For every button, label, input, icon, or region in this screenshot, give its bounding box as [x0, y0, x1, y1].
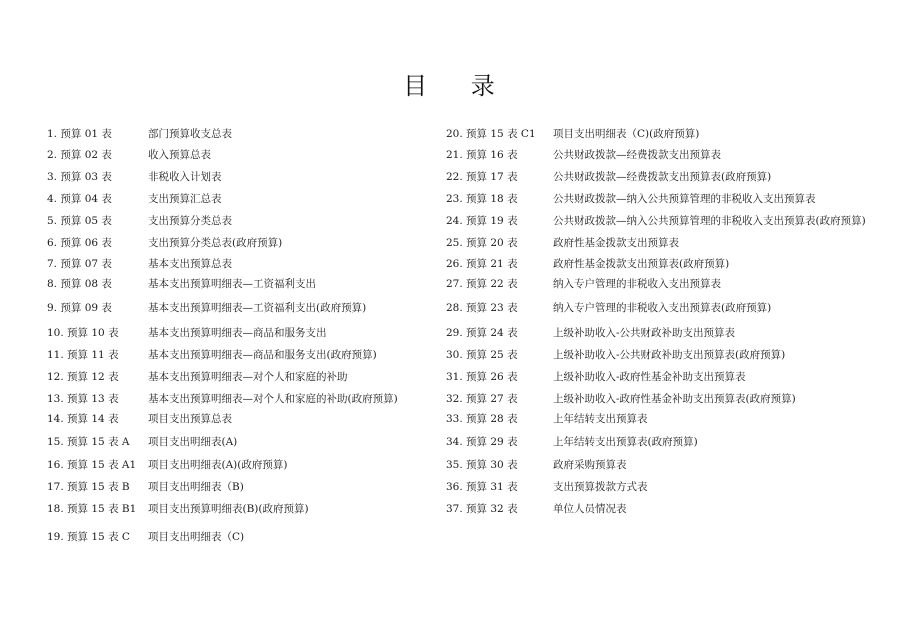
- toc-item-code: 16. 预算 15 表 A1: [47, 459, 137, 471]
- toc-item-code: 12. 预算 12 表: [47, 371, 119, 383]
- toc-item-code: 14. 预算 14 表: [47, 413, 119, 425]
- toc-item-title: 项目支出明细表(A)(政府预算): [148, 459, 288, 471]
- toc-item-title: 项目支出预算明细表(B)(政府预算): [148, 503, 309, 515]
- toc-item-title: 政府性基金拨款支出预算表(政府预算): [553, 258, 730, 270]
- toc-item-code: 33. 预算 28 表: [446, 413, 518, 425]
- toc-item-code: 4. 预算 04 表: [47, 193, 112, 205]
- toc-item-code: 5. 预算 05 表: [47, 215, 112, 227]
- toc-item-title: 上级补助收入-政府性基金补助支出预算表(政府预算): [553, 393, 796, 405]
- toc-item-code: 22. 预算 17 表: [446, 171, 518, 183]
- toc-item-code: 8. 预算 08 表: [47, 278, 112, 290]
- page-title: 目 录: [403, 72, 513, 100]
- toc-item-title: 上级补助收入-公共财政补助支出预算表: [553, 327, 736, 339]
- toc-item-title: 项目支出预算总表: [148, 413, 232, 425]
- toc-item-title: 支出预算分类总表(政府预算): [148, 237, 283, 249]
- toc-item-title: 上级补助收入-政府性基金补助支出预算表: [553, 371, 746, 383]
- toc-item-code: 28. 预算 23 表: [446, 302, 518, 314]
- toc-item-title: 公共财政拨款—经费拨款支出预算表: [553, 149, 721, 161]
- toc-item-code: 18. 预算 15 表 B1: [47, 503, 137, 515]
- toc-item-title: 公共财政拨款—纳入公共预算管理的非税收入支出预算表: [553, 193, 816, 205]
- toc-item-code: 26. 预算 21 表: [446, 258, 518, 270]
- toc-item-title: 收入预算总表: [148, 149, 211, 161]
- toc-item-code: 27. 预算 22 表: [446, 278, 518, 290]
- toc-item-title: 公共财政拨款—纳入公共预算管理的非税收入支出预算表(政府预算): [553, 215, 866, 227]
- toc-item-title: 支出预算分类总表: [148, 215, 232, 227]
- toc-item-title: 上年结转支出预算表: [553, 413, 648, 425]
- toc-item-title: 政府采购预算表: [553, 459, 627, 471]
- toc-item-title: 纳入专户管理的非税收入支出预算表: [553, 278, 721, 290]
- toc-item-code: 31. 预算 26 表: [446, 371, 518, 383]
- toc-item-code: 6. 预算 06 表: [47, 237, 112, 249]
- toc-item-title: 部门预算收支总表: [148, 128, 232, 140]
- toc-item-title: 项目支出明细表（B): [148, 481, 244, 493]
- toc-item-title: 基本支出预算明细表—工资福利支出(政府预算): [148, 302, 367, 314]
- toc-item-code: 19. 预算 15 表 C: [47, 531, 130, 543]
- toc-item-code: 15. 预算 15 表 A: [47, 436, 130, 448]
- toc-item-code: 30. 预算 25 表: [446, 349, 518, 361]
- toc-item-title: 项目支出明细表(A): [148, 436, 238, 448]
- toc-item-code: 34. 预算 29 表: [446, 436, 518, 448]
- toc-item-code: 1. 预算 01 表: [47, 128, 112, 140]
- toc-item-code: 3. 预算 03 表: [47, 171, 112, 183]
- toc-item-code: 9. 预算 09 表: [47, 302, 112, 314]
- toc-item-code: 29. 预算 24 表: [446, 327, 518, 339]
- toc-item-title: 单位人员情况表: [553, 503, 627, 515]
- toc-item-code: 17. 预算 15 表 B: [47, 481, 130, 493]
- toc-item-code: 37. 预算 32 表: [446, 503, 518, 515]
- toc-item-code: 2. 预算 02 表: [47, 149, 112, 161]
- toc-item-title: 基本支出预算明细表—对个人和家庭的补助: [148, 371, 348, 383]
- toc-item-code: 11. 预算 11 表: [47, 349, 119, 361]
- toc-item-title: 支出预算汇总表: [148, 193, 222, 205]
- toc-item-code: 21. 预算 16 表: [446, 149, 518, 161]
- toc-item-title: 基本支出预算明细表—工资福利支出: [148, 278, 316, 290]
- toc-item-code: 35. 预算 30 表: [446, 459, 518, 471]
- toc-item-title: 政府性基金拨款支出预算表: [553, 237, 679, 249]
- toc-item-code: 7. 预算 07 表: [47, 258, 112, 270]
- toc-item-title: 项目支出明细表（C)(政府预算): [553, 128, 700, 140]
- toc-item-code: 10. 预算 10 表: [47, 327, 119, 339]
- toc-item-code: 32. 预算 27 表: [446, 393, 518, 405]
- toc-item-title: 基本支出预算明细表—商品和服务支出(政府预算): [148, 349, 377, 361]
- toc-item-code: 20. 预算 15 表 C1: [446, 128, 536, 140]
- toc-item-title: 非税收入计划表: [148, 171, 222, 183]
- toc-item-title: 支出预算拨款方式表: [553, 481, 648, 493]
- toc-item-title: 上年结转支出预算表(政府预算): [553, 436, 698, 448]
- toc-item-code: 13. 预算 13 表: [47, 393, 119, 405]
- toc-item-title: 基本支出预算总表: [148, 258, 232, 270]
- toc-item-title: 基本支出预算明细表—商品和服务支出: [148, 327, 327, 339]
- toc-item-code: 24. 预算 19 表: [446, 215, 518, 227]
- toc-item-title: 基本支出预算明细表—对个人和家庭的补助(政府预算): [148, 393, 398, 405]
- toc-item-title: 公共财政拨款—经费拨款支出预算表(政府预算): [553, 171, 772, 183]
- toc-item-code: 23. 预算 18 表: [446, 193, 518, 205]
- toc-item-title: 纳入专户管理的非税收入支出预算表(政府预算): [553, 302, 772, 314]
- toc-item-title: 上级补助收入-公共财政补助支出预算表(政府预算): [553, 349, 786, 361]
- toc-item-title: 项目支出明细表（C): [148, 531, 245, 543]
- toc-item-code: 25. 预算 20 表: [446, 237, 518, 249]
- toc-item-code: 36. 预算 31 表: [446, 481, 518, 493]
